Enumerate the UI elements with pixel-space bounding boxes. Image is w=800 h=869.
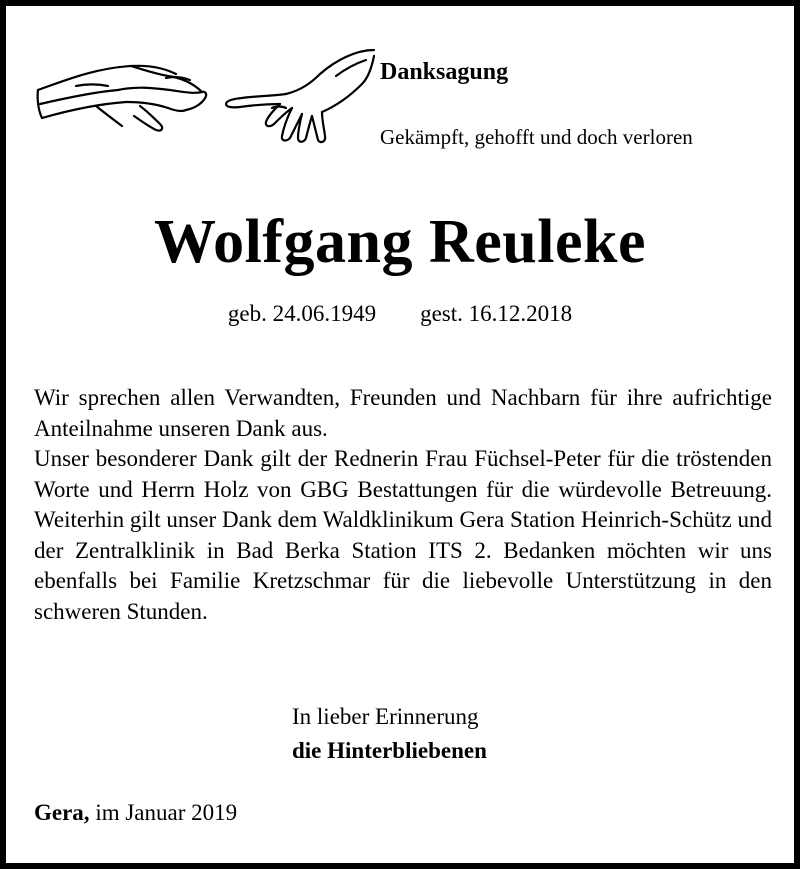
thanks-paragraph-1: Wir sprechen allen Verwandten, Freunden und Nachbarn für ihre aufrichtige Anteilnahme unseren Dank aus. (34, 385, 772, 441)
thanks-paragraph-2: Unser besonderer Dank gilt der Rednerin Frau Füchsel-Peter für die tröstenden Worte und Herrn Holz von GBG Bestattungen für die würdevolle Betreuung. Weiterhin gilt unser Dank dem Waldklinikum Gera Station Heinrich-Schütz und der Zentralklinik in Bad Berka Station ITS 2. Bedanken möchten wir uns ebenfalls bei Familie Kretzschmar für die liebevolle Unterstützung in den schweren Stunden. (34, 446, 772, 624)
place-city: Gera, (34, 800, 90, 825)
motto-text: Gekämpft, gehofft und doch verloren (380, 125, 693, 149)
creation-of-adam-hands-icon (36, 46, 376, 146)
life-dates (6, 301, 794, 327)
heading-danksagung: Danksagung (380, 59, 509, 85)
closing-signature: die Hinterbliebenen (292, 738, 487, 763)
closing-line-1: In lieber Erinnerung (292, 704, 479, 729)
closing-block (292, 700, 487, 768)
death-date: gest. 16.12.2018 (420, 301, 573, 326)
birth-date: geb. 24.06.1949 (227, 301, 377, 326)
place-date: im Januar 2019 (95, 800, 238, 825)
place-date-line (34, 800, 237, 826)
thanks-text (34, 383, 772, 627)
deceased-name: Wolfgang Reuleke (154, 208, 646, 276)
